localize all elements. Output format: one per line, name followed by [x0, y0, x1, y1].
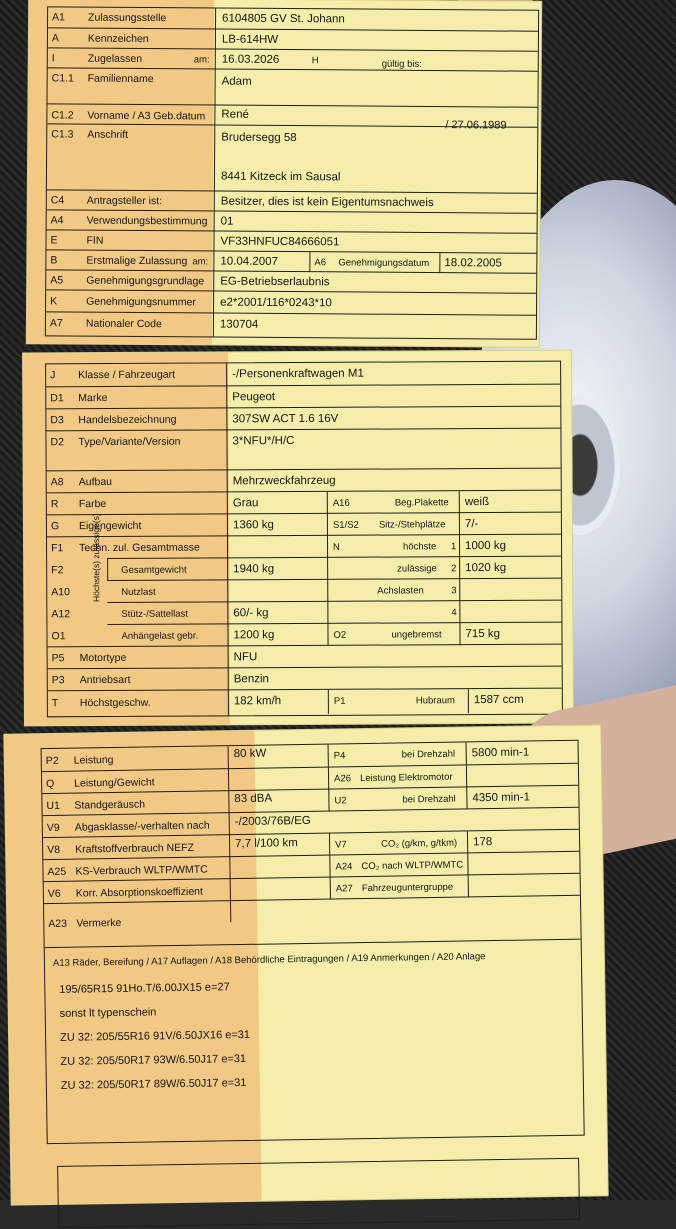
value-abgasklasse: -/2003/76B/EG	[234, 814, 311, 829]
label-type-variante: Type/Variante/Version	[78, 435, 181, 449]
label-hoechstgeschw: Höchstgeschw.	[79, 696, 151, 710]
value-drehzahl-u2: 4350 min-1	[472, 791, 531, 805]
label-genehmigungsgrundlage: Genehmigungsgrundlage	[86, 274, 205, 288]
code-O2: O2	[333, 629, 347, 641]
code-A5: A5	[50, 274, 64, 287]
code-D2: D2	[50, 436, 64, 449]
axle-4: 4	[451, 607, 457, 619]
label-elektromotor: Leistung Elektromotor	[359, 771, 453, 785]
value-sitzplaetze: 7/-	[464, 518, 479, 531]
vertical-label-hoechste: Höchste(s) zulässige(s)	[90, 513, 102, 603]
code-A1: A1	[52, 11, 65, 24]
remark-line: ZU 32: 205/50R17 89W/6.50J17 e=31	[60, 1076, 247, 1092]
label-genehmigungsnummer: Genehmigungsnummer	[86, 295, 196, 309]
code-O1: O1	[51, 630, 66, 643]
label-drehzahl-u2: bei Drehzahl	[402, 793, 456, 806]
label-antragsteller: Antragsteller ist:	[86, 194, 163, 208]
label-hubraum: Hubraum	[415, 695, 455, 707]
value-stuetzlast: 60/- kg	[233, 607, 269, 620]
value-achslast-1: 1000 kg	[465, 539, 507, 553]
label-untergruppe: Fahrzeuguntergruppe	[361, 881, 454, 895]
section-holder	[27, 0, 541, 347]
code-V6: V6	[47, 887, 61, 901]
axle-3: 3	[451, 585, 457, 597]
value-marke: Peugeot	[232, 391, 276, 404]
label-motortype: Motortype	[79, 651, 127, 665]
code-A24: A24	[335, 861, 353, 873]
code-A: A	[51, 32, 59, 45]
code-A8: A8	[50, 476, 64, 489]
section-engine	[4, 725, 607, 1204]
label-standgeraeusch: Standgeräusch	[74, 798, 146, 812]
code-F2: F2	[51, 564, 64, 577]
label-nationaler-code: Nationaler Code	[85, 317, 162, 331]
code-P1: P1	[333, 695, 346, 707]
value-zulassungsstelle: 6104805 GV St. Johann	[222, 12, 345, 26]
value-genehmigungsnummer: e2*2001/116*0243*10	[220, 296, 332, 310]
code-A26: A26	[333, 773, 352, 785]
label-drehzahl-p4: bei Drehzahl	[401, 748, 456, 761]
label-co2-wltp: CO₂ nach WLTP/WMTC	[361, 859, 464, 873]
value-zugelassen: 16.03.2026	[221, 53, 280, 66]
code-F1: F1	[51, 542, 64, 555]
code-U2: U2	[334, 795, 347, 807]
label-vermerke: Vermerke	[76, 916, 122, 930]
code-A16: A16	[332, 497, 350, 509]
label-antriebsart: Antriebsart	[79, 673, 131, 687]
code-P5: P5	[51, 652, 65, 665]
code-V9: V9	[46, 821, 60, 835]
next-form-edge	[57, 1158, 580, 1228]
value-genehmigungsdatum: 18.02.2005	[444, 257, 502, 270]
value-eigengewicht: 1360 kg	[232, 519, 274, 532]
value-beg-plakette: weiß	[464, 495, 490, 509]
value-handelsbezeichnung: 307SW ACT 1.6 16V	[232, 412, 339, 426]
value-hubraum: 1587 ccm	[473, 693, 524, 707]
value-anhaengelast: 1200 kg	[233, 629, 275, 642]
label-sitzplaetze: Sitz-/Stehplätze	[378, 519, 446, 531]
value-antragsteller: Besitzer, dies ist kein Eigentumsnachweis	[220, 195, 434, 210]
axle-2: 2	[451, 563, 457, 575]
value-motortype: NFU	[233, 651, 258, 664]
label-ks-verbrauch: KS-Verbrauch WLTP/WMTC	[75, 863, 208, 878]
label-a13-header: A13 Räder, Bereifung / A17 Auflagen / A18 Behördliche Eintragungen / A19 Anmerkungen / A20 Anlage	[52, 951, 486, 969]
label-stuetzlast: Stütz-/Sattellast	[121, 608, 188, 620]
value-aufbau: Mehrzweckfahrzeug	[232, 474, 336, 488]
value-fin: VF33HNFUC84666051	[220, 235, 340, 249]
value-co2: 178	[473, 836, 493, 849]
value-hoechstgeschw: 182 km/h	[233, 695, 282, 708]
code-R: R	[50, 498, 59, 511]
value-nationaler-code: 130704	[219, 318, 259, 331]
code-G: G	[50, 520, 60, 533]
label-verwendung: Verwendungsbestimmung	[86, 214, 208, 228]
code-P2: P2	[45, 754, 59, 768]
code-B: B	[50, 254, 58, 267]
remark-line: 195/65R15 91Ho.T/6.00JX15 e=27	[59, 981, 230, 996]
label-leistung-gewicht: Leistung/Gewicht	[74, 776, 155, 790]
value-achslast-2: 1020 kg	[465, 561, 507, 575]
vehicle-form	[45, 361, 563, 718]
code-A7: A7	[49, 317, 63, 330]
label-beg-plakette: Beg.Plakette	[394, 497, 449, 509]
label-gueltig-bis: gültig bis:	[381, 58, 422, 70]
code-D3: D3	[50, 414, 64, 427]
axle-1: 1	[451, 541, 457, 553]
label-farbe: Farbe	[78, 498, 107, 511]
remark-line: sonst lt typenschein	[59, 1006, 157, 1020]
holder-form	[45, 6, 539, 339]
code-J: J	[50, 369, 56, 382]
code-K: K	[50, 295, 58, 308]
label-nutzlast: Nutzlast	[121, 586, 156, 598]
value-genehmigungsgrundlage: EG-Betriebserlaubnis	[220, 275, 330, 289]
value-gesamtgewicht: 1940 kg	[233, 563, 275, 576]
label-anschrift: Anschrift	[87, 128, 129, 141]
label-hoechste: höchste	[403, 541, 437, 553]
label-handelsbezeichnung: Handelsbezeichnung	[78, 413, 177, 427]
label-zugelassen: Zugelassen	[87, 52, 143, 66]
code-I: I	[51, 52, 55, 65]
engine-form	[41, 740, 585, 1144]
code-C11: C1.1	[51, 72, 74, 85]
code-A23: A23	[48, 917, 68, 931]
code-U1: U1	[46, 799, 61, 813]
code-T: T	[51, 697, 59, 710]
code-A12: A12	[51, 608, 71, 621]
code-V7: V7	[335, 839, 347, 851]
label-gesamtgewicht: Gesamtgewicht	[121, 564, 187, 576]
label-nefz: Kraftstoffverbrauch NEFZ	[75, 841, 195, 856]
code-C4: C4	[50, 194, 65, 207]
code-E: E	[50, 234, 58, 247]
section-vehicle	[23, 351, 573, 726]
label-ungebremst: ungebremst	[391, 629, 442, 641]
code-D1: D1	[50, 392, 64, 405]
value-nefz: 7,7 l/100 km	[234, 837, 298, 851]
value-farbe: Grau	[232, 497, 259, 510]
value-verwendung: 01	[220, 215, 234, 228]
code-P3: P3	[51, 674, 65, 687]
label-anhaengelast: Anhängelast gebr.	[121, 630, 199, 642]
code-C12: C1.2	[51, 109, 74, 122]
value-anschrift-strasse: Brudersegg 58	[221, 131, 297, 145]
label-absorption: Korr. Absorptionskoeffizient	[75, 885, 203, 900]
value-drehzahl-p4: 5800 min-1	[471, 746, 530, 760]
label-leistung: Leistung	[73, 753, 114, 767]
label-zugelassen-am: am:	[193, 54, 210, 66]
value-type-variante: 3*NFU*/H/C	[232, 435, 295, 448]
value-ungebremst: 715 kg	[465, 627, 501, 641]
label-marke: Marke	[78, 391, 108, 405]
code-P4: P4	[333, 750, 346, 762]
code-N: N	[333, 541, 340, 553]
label-techn-gesamtmasse: Techn. zul. Gesamtmasse	[79, 541, 200, 555]
label-fin: FIN	[86, 234, 104, 247]
code-C13: C1.3	[51, 128, 74, 141]
label-achslasten: Achslasten	[377, 585, 424, 597]
code-S1S2: S1/S2	[332, 519, 359, 531]
label-abgasklasse: Abgasklasse/-verhalten nach	[74, 819, 210, 834]
code-A6: A6	[314, 257, 327, 269]
label-kennzeichen: Kennzeichen	[87, 32, 149, 46]
value-zugelassen-h: H	[311, 55, 319, 67]
code-A4: A4	[50, 214, 64, 227]
label-eigengewicht: Eigengewicht	[78, 519, 142, 533]
value-erstzulassung: 10.04.2007	[220, 255, 278, 268]
code-A27: A27	[335, 883, 353, 895]
value-kennzeichen: LB-614HW	[221, 33, 279, 46]
label-erstzulassung-am: am:	[192, 256, 209, 268]
label-erstzulassung: Erstmalige Zulassung	[86, 254, 188, 268]
label-zulassungsstelle: Zulassungsstelle	[88, 11, 167, 25]
value-familienname: Adam	[221, 75, 252, 88]
value-klasse: -/Personenkraftwagen M1	[232, 367, 364, 381]
label-familienname: Familienname	[87, 72, 154, 86]
code-V8: V8	[47, 843, 61, 857]
code-Q: Q	[46, 777, 55, 791]
remark-line: ZU 32: 205/55R16 91V/6.50JX16 e=31	[60, 1028, 251, 1044]
label-klasse: Klasse / Fahrzeugart	[78, 368, 176, 382]
label-vorname: Vorname / A3 Geb.datum	[87, 109, 206, 123]
label-zulaessige: zulässige	[397, 563, 437, 575]
value-anschrift-ort: 8441 Kitzeck im Sausal	[220, 170, 341, 184]
value-leistung: 80 kW	[233, 747, 267, 761]
value-vorname: René	[221, 108, 249, 121]
label-genehmigungsdatum: Genehmigungsdatum	[338, 257, 430, 270]
code-A10: A10	[51, 586, 70, 599]
remark-line: ZU 32: 205/50R17 93W/6.50J17 e=31	[60, 1052, 247, 1068]
label-aufbau: Aufbau	[78, 475, 113, 489]
value-geburtsdatum: / 27.06.1989	[445, 119, 507, 132]
value-antriebsart: Benzin	[233, 673, 269, 686]
code-A25: A25	[47, 865, 67, 879]
label-co2: CO₂ (g/km, g/tkm)	[381, 837, 458, 850]
value-standgeraeusch: 83 dBA	[234, 792, 273, 806]
